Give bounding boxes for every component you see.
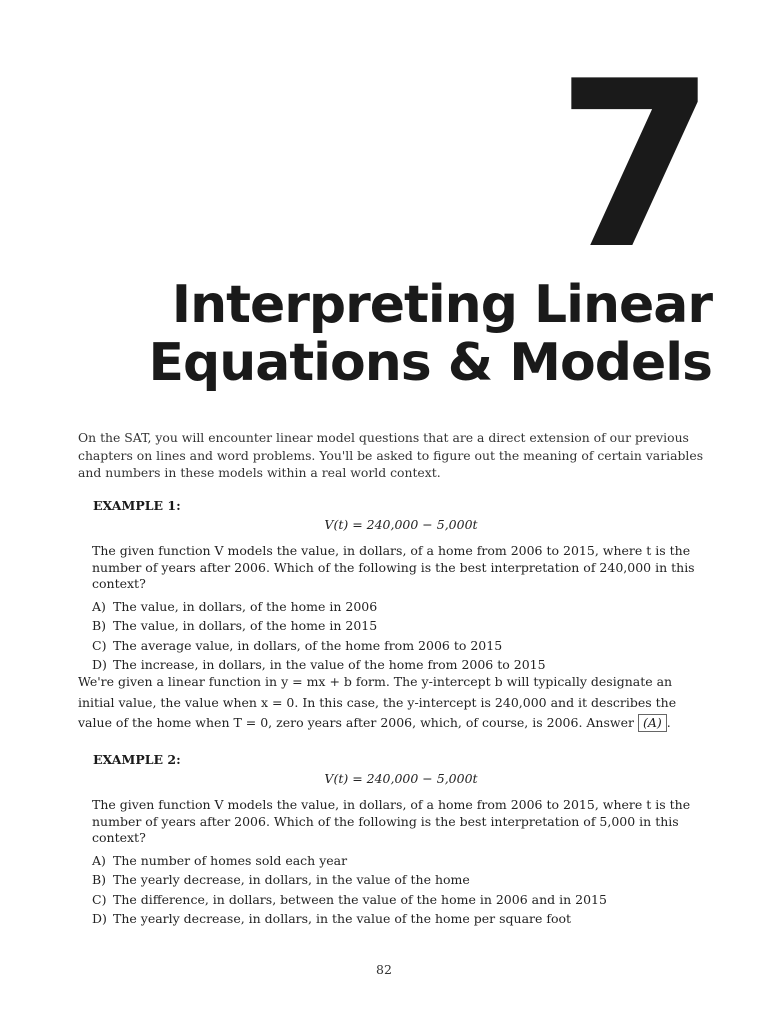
choice-letter: B) bbox=[92, 618, 107, 633]
choice-text: The yearly decrease, in dollars, in the value of the home per square foot bbox=[113, 911, 572, 926]
choice-c bbox=[92, 636, 712, 656]
choice-letter: B) bbox=[92, 872, 107, 887]
question-text: The given function V models the value, in dollars, of a home from 2006 to 2015, where t is the number of years after 2006. Which of the following is the best interpretation of 5,000 in this context? bbox=[92, 797, 691, 845]
choice-letter: D) bbox=[92, 657, 107, 672]
choice-text: The yearly decrease, in dollars, in the value of the home bbox=[113, 872, 470, 887]
explanation-text: We're given a linear function in y = mx + b form. The y-intercept b will typically designate an initial value, the value when x = 0. In this case, the y-intercept is 240,000 and it describes the value of the home when T = 0, zero years after 2006, which, of course, is 2006. Answer bbox=[78, 674, 677, 730]
question-text: The given function V models the value, in dollars, of a home from 2006 to 2015, where t is the number of years after 2006. Which of the following is the best interpretation of 240,000 in this context? bbox=[92, 543, 695, 591]
equation: V(t) = 240,000 − 5,000t bbox=[324, 771, 478, 786]
choice-text: The value, in dollars, of the home in 2015 bbox=[113, 618, 378, 633]
choice-a bbox=[92, 597, 712, 617]
choice-letter: D) bbox=[92, 911, 107, 926]
choice-a bbox=[92, 851, 712, 871]
choice-text: The increase, in dollars, in the value of the home from 2006 to 2015 bbox=[113, 657, 546, 672]
answer-choices bbox=[92, 597, 712, 675]
chapter-title-line-1: Interpreting Linear bbox=[171, 275, 712, 335]
choice-text: The value, in dollars, of the home in 2006 bbox=[113, 598, 378, 614]
intro-paragraph: On the SAT, you will encounter linear model questions that are a direct extension of our previous chapters on lines and word problems. You'll be asked to figure out the meaning of certain variables and numbers in these models within a real world context. bbox=[78, 430, 704, 480]
choice-letter: A) bbox=[92, 852, 106, 868]
chapter-number: 7 bbox=[555, 33, 712, 300]
choice-d bbox=[92, 909, 712, 929]
choice-text: The number of homes sold each year bbox=[113, 852, 348, 868]
example-1 bbox=[78, 497, 712, 675]
example-1-explanation bbox=[78, 672, 712, 734]
explanation-end: . bbox=[666, 715, 671, 730]
example-2 bbox=[78, 751, 712, 929]
equation: V(t) = 240,000 − 5,000t bbox=[324, 517, 478, 532]
answer-box: (A) bbox=[638, 714, 667, 732]
choice-letter: C) bbox=[92, 637, 107, 653]
chapter-title-line-2: Equations & Models bbox=[148, 333, 712, 393]
choice-b bbox=[92, 616, 712, 636]
chapter-title bbox=[112, 276, 712, 392]
choice-text: The average value, in dollars, of the home from 2006 to 2015 bbox=[113, 637, 503, 653]
page-number: 82 bbox=[376, 962, 392, 977]
example-label: EXAMPLE 2: bbox=[93, 752, 181, 767]
answer-choices bbox=[92, 851, 712, 929]
choice-c bbox=[92, 890, 712, 910]
choice-text: The difference, in dollars, between the value of the home in 2006 and in 2015 bbox=[113, 891, 607, 907]
choice-b bbox=[92, 870, 712, 890]
choice-letter: A) bbox=[92, 598, 106, 614]
choice-letter: C) bbox=[92, 891, 107, 907]
example-label: EXAMPLE 1: bbox=[93, 498, 181, 513]
